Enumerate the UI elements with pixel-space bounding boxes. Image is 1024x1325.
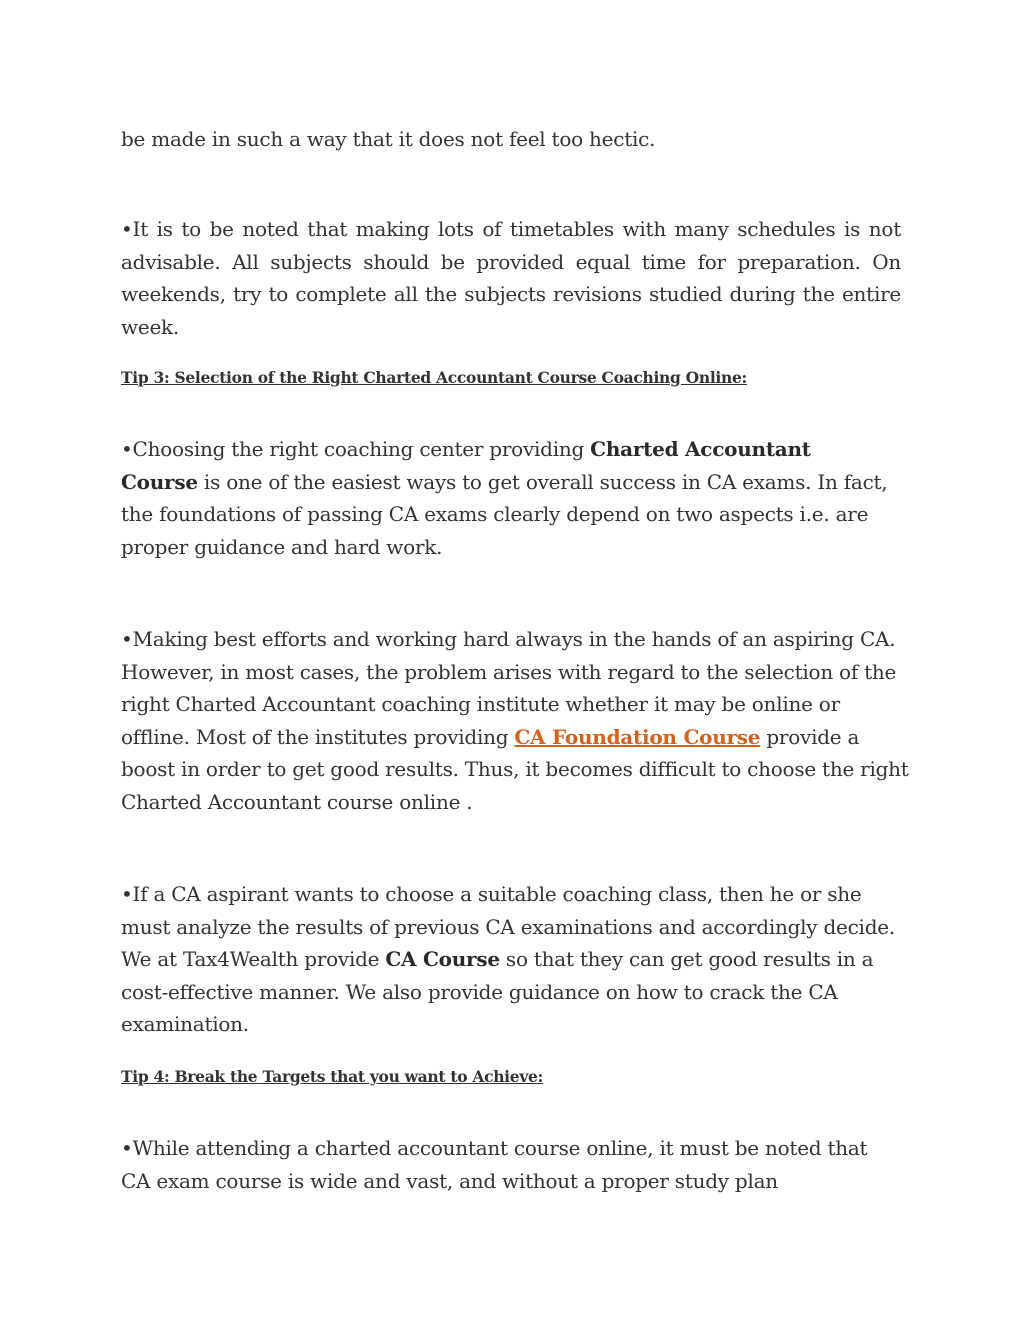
ca-aspirant-text-start: •If a CA aspirant wants to choose a suitable coaching class, then he or she must analyze the results of previous CA examinations and accordingly decide. We at Tax4Wealth provide (121, 882, 895, 971)
ca-foundation-course-link[interactable]: CA Foundation Course (514, 724, 761, 749)
best-efforts-text-start: •Making best efforts and working hard always in the hands of an aspiring CA. However, in most cases, the problem arises with regard to the selection of the right Charted Accountant coaching institute whether it may be online or offline. Most of the institutes providing (121, 627, 897, 749)
coaching-center-text-end: is one of the easiest ways to get overall success in CA exams. In fact, the foundations of passing CA exams clearly depend on two aspects i.e. are proper guidance and hard work. (121, 469, 888, 559)
ca-course-bold: CA Course (385, 947, 500, 971)
paragraph-coaching-center (121, 433, 891, 563)
coaching-center-text-start: •Choosing the right coaching center providing (121, 437, 591, 461)
paragraph-intro-continuation: be made in such a way that it does not feel too hectic. (121, 127, 656, 151)
charted-accountant-course-bold: Charted Accountant Course (121, 437, 811, 494)
paragraph-ca-aspirant (121, 878, 911, 1041)
ca-aspirant-text-end: so that they can get good results in a cost-effective manner. We also provide guidance on how to crack the CA examination. (121, 947, 874, 1036)
paragraph-timetables: •It is to be noted that making lots of timetables with many schedules is not advisable. All subjects should be provided equal time for preparation. On weekends, try to complete all the subjects revisions studied during the entire week. (121, 217, 901, 339)
tip-3-heading: Tip 3: Selection of the Right Charted Accountant Course Coaching Online: (121, 368, 747, 387)
best-efforts-text-end: provide a boost in order to get good results. Thus, it becomes difficult to choose the right Charted Accountant course online . (121, 724, 909, 814)
tip-4-heading: Tip 4: Break the Targets that you want to Achieve: (121, 1067, 544, 1086)
paragraph-best-efforts (121, 623, 911, 818)
paragraph-course-online: •While attending a charted accountant course online, it must be noted that CA exam course is wide and vast, and without a proper study plan (121, 1136, 868, 1193)
